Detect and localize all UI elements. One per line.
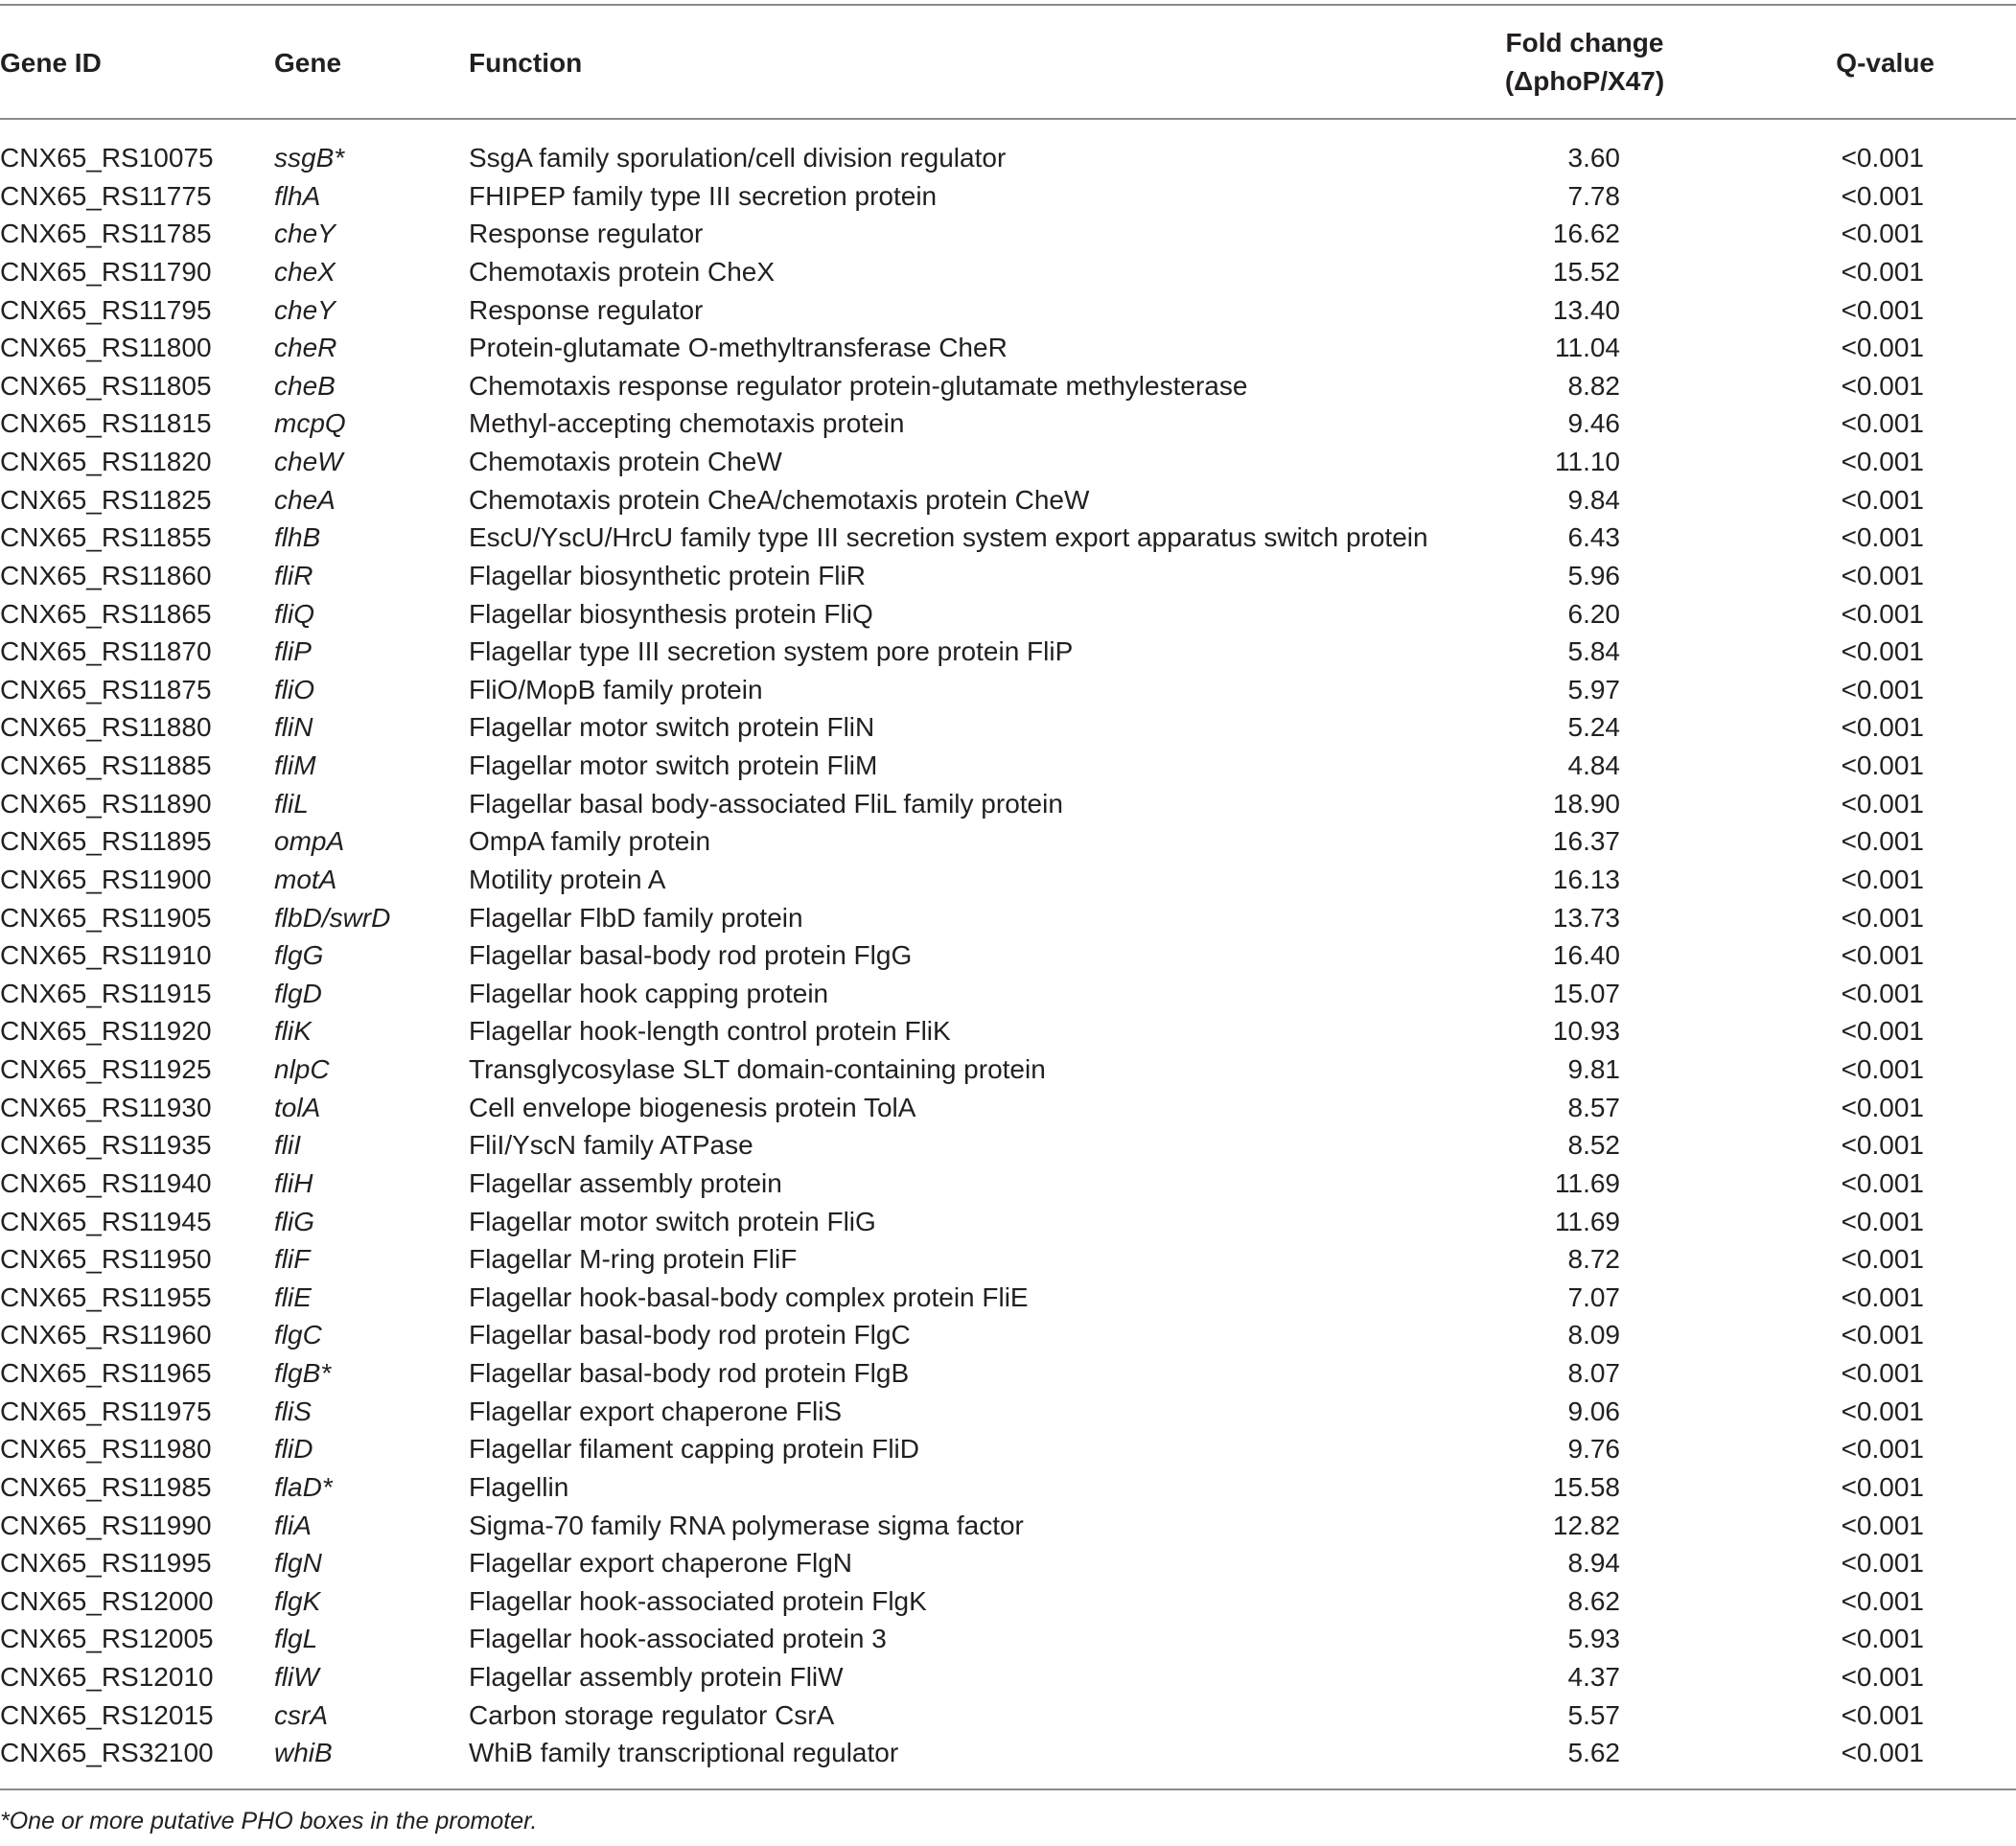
table-row <box>0 443 2016 481</box>
cell-q-value: <0.001 <box>1841 560 1924 590</box>
cell-function: Flagellar biosynthesis protein FliQ <box>469 598 873 629</box>
cell-gene-id: CNX65_RS11880 <box>0 712 212 743</box>
cell-fold-change: 12.82 <box>1552 1510 1620 1540</box>
table-row <box>0 1696 2016 1735</box>
cell-gene: cheW <box>274 447 343 476</box>
cell-function: Flagellar basal-body rod protein FlgG <box>469 940 913 971</box>
table-row <box>0 367 2016 405</box>
table-row <box>0 519 2016 557</box>
cell-fold-change: 7.78 <box>1567 180 1620 211</box>
cell-fold-change: 8.07 <box>1567 1358 1620 1388</box>
table-row <box>0 1544 2016 1582</box>
cell-q-value: <0.001 <box>1841 598 1924 629</box>
cell-q-value: <0.001 <box>1841 294 1924 325</box>
cell-gene: motA <box>274 864 337 894</box>
cell-q-value: <0.001 <box>1841 940 1924 971</box>
cell-gene-id: CNX65_RS12000 <box>0 1585 214 1616</box>
cell-gene: flaD* <box>274 1471 333 1502</box>
cell-fold-change: 8.09 <box>1567 1320 1620 1350</box>
cell-gene-id: CNX65_RS11950 <box>0 1244 212 1275</box>
cell-gene-id: CNX65_RS12005 <box>0 1624 214 1654</box>
cell-gene-id: CNX65_RS11955 <box>0 1281 212 1312</box>
cell-gene-id: CNX65_RS32100 <box>0 1738 214 1768</box>
cell-function: Flagellar basal-body rod protein FlgB <box>469 1358 910 1388</box>
cell-q-value: <0.001 <box>1841 1358 1924 1388</box>
cell-fold-change: 8.82 <box>1567 370 1620 401</box>
cell-function: Flagellar hook-length control protein FliK <box>469 1016 951 1047</box>
cell-fold-change: 5.96 <box>1567 560 1620 590</box>
cell-gene: flhB <box>274 522 321 553</box>
table-row <box>0 861 2016 899</box>
cell-gene-id: CNX65_RS11875 <box>0 674 212 704</box>
table-row <box>0 177 2016 216</box>
cell-gene: cheY <box>274 294 336 325</box>
cell-function: Protein-glutamate O-methyltransferase CheR <box>469 333 1008 363</box>
cell-gene: fliK <box>274 1016 312 1047</box>
cell-q-value: <0.001 <box>1841 1738 1924 1768</box>
cell-gene: fliF <box>274 1244 311 1275</box>
table-row <box>0 899 2016 937</box>
cell-q-value: <0.001 <box>1841 256 1924 287</box>
table-row <box>0 1354 2016 1393</box>
cell-function: Flagellar basal-body rod protein FlgC <box>469 1320 911 1350</box>
table-row <box>0 139 2016 177</box>
cell-function: Transglycosylase SLT domain-containing protein <box>469 1054 1046 1084</box>
cell-q-value: <0.001 <box>1841 1510 1924 1540</box>
cell-q-value: <0.001 <box>1841 1471 1924 1502</box>
cell-gene: fliG <box>274 1206 314 1236</box>
cell-gene-id: CNX65_RS11790 <box>0 256 212 287</box>
cell-fold-change: 15.58 <box>1552 1471 1620 1502</box>
cell-gene: flgL <box>274 1624 318 1654</box>
cell-gene-id: CNX65_RS11815 <box>0 408 212 439</box>
cell-fold-change: 6.43 <box>1567 522 1620 553</box>
cell-gene: fliI <box>274 1130 301 1161</box>
cell-q-value: <0.001 <box>1841 408 1924 439</box>
cell-gene-id: CNX65_RS11885 <box>0 750 212 780</box>
cell-function: Flagellar filament capping protein FliD <box>469 1434 919 1465</box>
cell-gene-id: CNX65_RS11805 <box>0 370 212 401</box>
header-gene: Gene <box>274 48 342 78</box>
cell-gene-id: CNX65_RS11905 <box>0 902 212 933</box>
table-row <box>0 1012 2016 1050</box>
cell-gene-id: CNX65_RS11890 <box>0 788 212 819</box>
cell-gene: tolA <box>274 1092 321 1122</box>
table-row <box>0 329 2016 367</box>
cell-fold-change: 7.07 <box>1567 1281 1620 1312</box>
cell-fold-change: 8.62 <box>1567 1585 1620 1616</box>
cell-q-value: <0.001 <box>1841 522 1924 553</box>
cell-gene: flgC <box>274 1320 322 1350</box>
cell-fold-change: 9.46 <box>1567 408 1620 439</box>
cell-fold-change: 18.90 <box>1552 788 1620 819</box>
cell-function: Chemotaxis protein CheX <box>469 256 776 287</box>
cell-q-value: <0.001 <box>1841 1092 1924 1122</box>
cell-q-value: <0.001 <box>1841 674 1924 704</box>
cell-function: Sigma-70 family RNA polymerase sigma factor <box>469 1510 1024 1540</box>
table-row <box>0 1240 2016 1279</box>
cell-gene-id: CNX65_RS11910 <box>0 940 212 971</box>
cell-q-value: <0.001 <box>1841 1548 1924 1579</box>
cell-function: Flagellar export chaperone FliS <box>469 1396 843 1426</box>
header-gene-id: Gene ID <box>0 48 102 78</box>
cell-gene-id: CNX65_RS11820 <box>0 447 212 476</box>
cell-fold-change: 5.93 <box>1567 1624 1620 1654</box>
cell-fold-change: 10.93 <box>1552 1016 1620 1047</box>
cell-q-value: <0.001 <box>1841 1434 1924 1465</box>
cell-fold-change: 9.76 <box>1567 1434 1620 1465</box>
cell-q-value: <0.001 <box>1841 1130 1924 1161</box>
table-row <box>0 1316 2016 1354</box>
cell-gene-id: CNX65_RS11945 <box>0 1206 212 1236</box>
cell-fold-change: 16.62 <box>1552 219 1620 249</box>
cell-gene-id: CNX65_RS11900 <box>0 864 212 894</box>
cell-gene-id: CNX65_RS11895 <box>0 826 212 857</box>
cell-gene-id: CNX65_RS11925 <box>0 1054 212 1084</box>
table-row <box>0 671 2016 709</box>
table-row <box>0 1734 2016 1772</box>
cell-gene: flhA <box>274 180 321 211</box>
cell-fold-change: 8.57 <box>1567 1092 1620 1122</box>
table-row <box>0 975 2016 1013</box>
table-row <box>0 1126 2016 1165</box>
cell-gene-id: CNX65_RS11865 <box>0 598 212 629</box>
table-top-rule <box>0 4 2016 6</box>
cell-q-value: <0.001 <box>1841 826 1924 857</box>
table-row <box>0 936 2016 975</box>
cell-fold-change: 5.84 <box>1567 636 1620 667</box>
cell-gene-id: CNX65_RS11775 <box>0 180 212 211</box>
cell-gene-id: CNX65_RS11795 <box>0 294 212 325</box>
cell-q-value: <0.001 <box>1841 636 1924 667</box>
cell-function: Flagellar hook-associated protein 3 <box>469 1624 887 1654</box>
cell-function: Flagellar motor switch protein FliM <box>469 750 878 780</box>
table-row <box>0 822 2016 861</box>
cell-fold-change: 13.40 <box>1552 294 1620 325</box>
cell-fold-change: 16.37 <box>1552 826 1620 857</box>
cell-fold-change: 9.81 <box>1567 1054 1620 1084</box>
cell-function: Flagellar type III secretion system pore protein FliP <box>469 636 1074 667</box>
cell-q-value: <0.001 <box>1841 1167 1924 1198</box>
cell-function: SsgA family sporulation/cell division regulator <box>469 143 1007 173</box>
cell-function: FliO/MopB family protein <box>469 674 763 704</box>
cell-fold-change: 9.84 <box>1567 484 1620 515</box>
table-row <box>0 1582 2016 1621</box>
header-fold-change <box>1489 24 1680 101</box>
cell-gene-id: CNX65_RS11920 <box>0 1016 212 1047</box>
cell-fold-change: 8.52 <box>1567 1130 1620 1161</box>
cell-gene: ssgB* <box>274 143 345 173</box>
table-bottom-rule <box>0 1788 2016 1790</box>
cell-q-value: <0.001 <box>1841 370 1924 401</box>
table-row <box>0 595 2016 634</box>
table-body <box>0 139 2016 1772</box>
cell-fold-change: 16.13 <box>1552 864 1620 894</box>
cell-function: EscU/YscU/HrcU family type III secretion system export apparatus switch protein <box>469 522 1428 553</box>
table-row <box>0 1468 2016 1507</box>
table-row <box>0 1430 2016 1468</box>
cell-fold-change: 6.20 <box>1567 598 1620 629</box>
cell-function: Flagellar basal body-associated FliL family protein <box>469 788 1063 819</box>
cell-function: Response regulator <box>469 294 704 325</box>
cell-fold-change: 11.69 <box>1555 1206 1620 1236</box>
cell-gene-id: CNX65_RS11930 <box>0 1092 212 1122</box>
table-row <box>0 1050 2016 1089</box>
cell-q-value: <0.001 <box>1841 484 1924 515</box>
table-row <box>0 481 2016 519</box>
cell-gene: cheA <box>274 484 336 515</box>
cell-fold-change: 11.69 <box>1555 1167 1620 1198</box>
cell-fold-change: 5.57 <box>1567 1699 1620 1730</box>
cell-gene: cheY <box>274 219 336 249</box>
cell-gene: fliP <box>274 636 312 667</box>
cell-gene-id: CNX65_RS11960 <box>0 1320 212 1350</box>
table-row <box>0 215 2016 253</box>
cell-fold-change: 11.04 <box>1555 333 1620 363</box>
cell-function: Carbon storage regulator CsrA <box>469 1699 835 1730</box>
cell-gene: cheX <box>274 256 336 287</box>
cell-fold-change: 5.97 <box>1567 674 1620 704</box>
cell-q-value: <0.001 <box>1841 1699 1924 1730</box>
cell-q-value: <0.001 <box>1841 1320 1924 1350</box>
cell-fold-change: 4.37 <box>1567 1662 1620 1692</box>
table-header-row <box>0 19 2016 115</box>
cell-gene-id: CNX65_RS11855 <box>0 522 212 553</box>
cell-gene: fliA <box>274 1510 312 1540</box>
cell-gene-id: CNX65_RS11995 <box>0 1548 212 1579</box>
cell-gene: flgG <box>274 940 324 971</box>
cell-gene: fliE <box>274 1281 312 1312</box>
cell-function: Chemotaxis response regulator protein-glutamate methylesterase <box>469 370 1248 401</box>
cell-gene: ompA <box>274 826 345 857</box>
cell-gene: fliS <box>274 1396 312 1426</box>
cell-gene-id: CNX65_RS12010 <box>0 1662 214 1692</box>
table-row <box>0 291 2016 330</box>
cell-function: Flagellar motor switch protein FliG <box>469 1206 876 1236</box>
cell-fold-change: 9.06 <box>1567 1396 1620 1426</box>
cell-function: Flagellar biosynthetic protein FliR <box>469 560 866 590</box>
cell-function: Cell envelope biogenesis protein TolA <box>469 1092 916 1122</box>
cell-gene-id: CNX65_RS11985 <box>0 1471 212 1502</box>
cell-gene-id: CNX65_RS11975 <box>0 1396 212 1426</box>
cell-q-value: <0.001 <box>1841 864 1924 894</box>
cell-q-value: <0.001 <box>1841 902 1924 933</box>
table-row <box>0 1165 2016 1203</box>
cell-q-value: <0.001 <box>1841 978 1924 1008</box>
cell-gene-id: CNX65_RS11785 <box>0 219 212 249</box>
cell-function: Methyl-accepting chemotaxis protein <box>469 408 905 439</box>
cell-gene-id: CNX65_RS11915 <box>0 978 212 1008</box>
cell-function: Flagellar assembly protein <box>469 1167 782 1198</box>
cell-q-value: <0.001 <box>1841 1662 1924 1692</box>
cell-q-value: <0.001 <box>1841 1206 1924 1236</box>
cell-gene: mcpQ <box>274 408 346 439</box>
cell-gene: fliM <box>274 750 316 780</box>
cell-gene-id: CNX65_RS11980 <box>0 1434 212 1465</box>
cell-gene: flgN <box>274 1548 322 1579</box>
table-row <box>0 1279 2016 1317</box>
cell-q-value: <0.001 <box>1841 750 1924 780</box>
cell-gene-id: CNX65_RS10075 <box>0 143 214 173</box>
cell-function: Flagellar motor switch protein FliN <box>469 712 875 743</box>
cell-function: FliI/YscN family ATPase <box>469 1130 753 1161</box>
cell-fold-change: 15.52 <box>1552 256 1620 287</box>
cell-gene: nlpC <box>274 1054 330 1084</box>
cell-gene: fliR <box>274 560 313 590</box>
cell-gene-id: CNX65_RS11870 <box>0 636 212 667</box>
table-row <box>0 1393 2016 1431</box>
table-row <box>0 747 2016 785</box>
cell-fold-change: 13.73 <box>1552 902 1620 933</box>
cell-gene: fliQ <box>274 598 314 629</box>
cell-q-value: <0.001 <box>1841 333 1924 363</box>
cell-gene: cheB <box>274 370 336 401</box>
cell-fold-change: 3.60 <box>1567 143 1620 173</box>
cell-gene: csrA <box>274 1699 328 1730</box>
cell-gene: fliH <box>274 1167 313 1198</box>
cell-gene: fliN <box>274 712 313 743</box>
cell-gene-id: CNX65_RS12015 <box>0 1699 214 1730</box>
cell-fold-change: 5.62 <box>1567 1738 1620 1768</box>
cell-function: Flagellar hook-associated protein FlgK <box>469 1585 927 1616</box>
cell-q-value: <0.001 <box>1841 1244 1924 1275</box>
cell-q-value: <0.001 <box>1841 1054 1924 1084</box>
header-fold-change-line1: Fold change <box>1505 28 1664 58</box>
cell-function: Flagellar hook-basal-body complex protein FliE <box>469 1281 1029 1312</box>
table-footnote: *One or more putative PHO boxes in the promoter. <box>0 1808 538 1834</box>
cell-function: Flagellar FlbD family protein <box>469 902 803 933</box>
table-row <box>0 1089 2016 1127</box>
table-row <box>0 557 2016 595</box>
header-q-value: Q-value <box>1836 48 1935 78</box>
table-row <box>0 708 2016 747</box>
cell-q-value: <0.001 <box>1841 143 1924 173</box>
cell-gene: flgD <box>274 978 322 1008</box>
cell-function: OmpA family protein <box>469 826 711 857</box>
cell-gene-id: CNX65_RS11935 <box>0 1130 212 1161</box>
cell-gene: flgB* <box>274 1358 332 1388</box>
cell-q-value: <0.001 <box>1841 788 1924 819</box>
cell-gene-id: CNX65_RS11965 <box>0 1358 212 1388</box>
cell-gene: whiB <box>274 1738 333 1768</box>
cell-q-value: <0.001 <box>1841 1016 1924 1047</box>
table-row <box>0 1620 2016 1658</box>
cell-fold-change: 15.07 <box>1552 978 1620 1008</box>
table-row <box>0 253 2016 291</box>
cell-gene: fliW <box>274 1662 319 1692</box>
cell-q-value: <0.001 <box>1841 712 1924 743</box>
cell-gene-id: CNX65_RS11990 <box>0 1510 212 1540</box>
cell-function: Flagellin <box>469 1471 569 1502</box>
cell-function: Chemotaxis protein CheA/chemotaxis protein CheW <box>469 484 1090 515</box>
cell-gene-id: CNX65_RS11860 <box>0 560 212 590</box>
cell-fold-change: 8.72 <box>1567 1244 1620 1275</box>
table-row <box>0 1203 2016 1241</box>
cell-fold-change: 5.24 <box>1567 712 1620 743</box>
cell-gene: fliO <box>274 674 314 704</box>
cell-function: Flagellar export chaperone FlgN <box>469 1548 852 1579</box>
cell-function: Flagellar hook capping protein <box>469 978 829 1008</box>
table-row <box>0 1507 2016 1545</box>
cell-function: Motility protein A <box>469 864 666 894</box>
cell-gene: flgK <box>274 1585 321 1616</box>
cell-q-value: <0.001 <box>1841 1624 1924 1654</box>
cell-fold-change: 16.40 <box>1552 940 1620 971</box>
table-row <box>0 785 2016 823</box>
cell-gene-id: CNX65_RS11800 <box>0 333 212 363</box>
table-header-rule <box>0 118 2016 120</box>
cell-fold-change: 8.94 <box>1567 1548 1620 1579</box>
cell-fold-change: 11.10 <box>1555 447 1620 476</box>
cell-function: Flagellar M-ring protein FliF <box>469 1244 798 1275</box>
cell-gene: fliL <box>274 788 309 819</box>
cell-q-value: <0.001 <box>1841 1281 1924 1312</box>
table-row <box>0 633 2016 671</box>
header-fold-change-line2: (ΔphoP/X47) <box>1504 66 1665 96</box>
cell-gene: cheR <box>274 333 337 363</box>
cell-gene-id: CNX65_RS11940 <box>0 1167 212 1198</box>
cell-function: Response regulator <box>469 219 704 249</box>
cell-function: WhiB family transcriptional regulator <box>469 1738 899 1768</box>
cell-gene: flbD/swrD <box>274 902 391 933</box>
cell-q-value: <0.001 <box>1841 180 1924 211</box>
table-row <box>0 1658 2016 1696</box>
cell-q-value: <0.001 <box>1841 1585 1924 1616</box>
cell-q-value: <0.001 <box>1841 447 1924 476</box>
cell-q-value: <0.001 <box>1841 1396 1924 1426</box>
cell-q-value: <0.001 <box>1841 219 1924 249</box>
cell-gene: fliD <box>274 1434 313 1465</box>
cell-function: FHIPEP family type III secretion protein <box>469 180 938 211</box>
cell-gene-id: CNX65_RS11825 <box>0 484 212 515</box>
table-row <box>0 404 2016 443</box>
cell-fold-change: 4.84 <box>1567 750 1620 780</box>
cell-function: Flagellar assembly protein FliW <box>469 1662 844 1692</box>
cell-function: Chemotaxis protein CheW <box>469 447 782 476</box>
header-function: Function <box>469 48 583 78</box>
